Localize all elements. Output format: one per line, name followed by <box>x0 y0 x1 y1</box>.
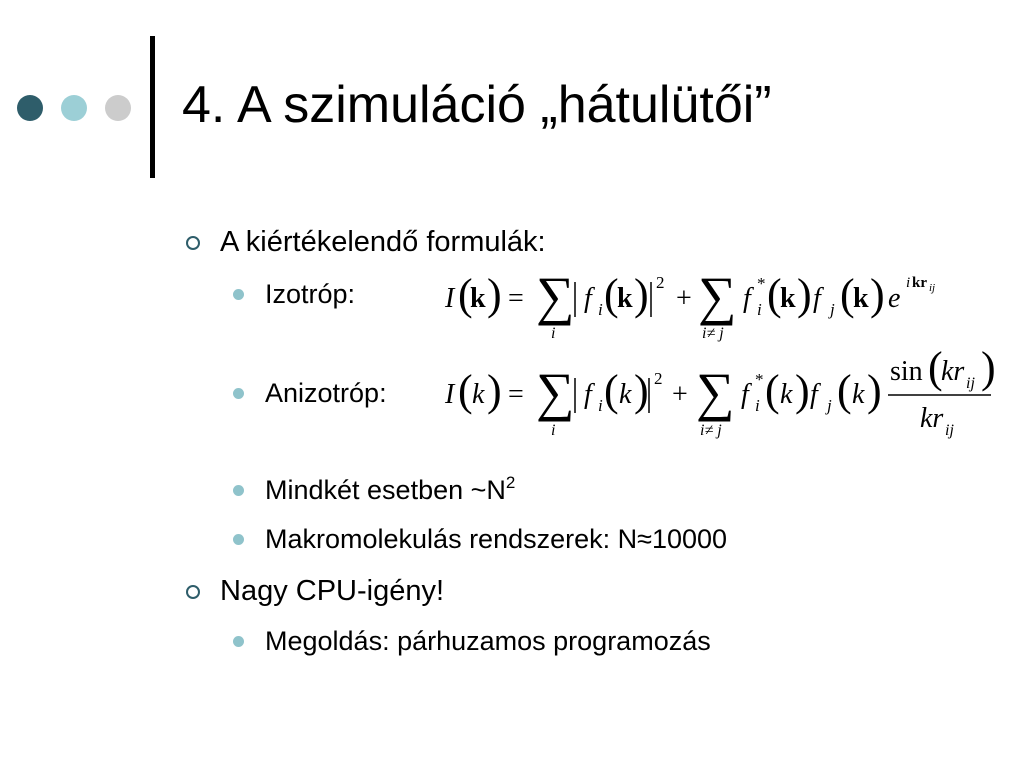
formula-k: k <box>619 379 632 410</box>
exp: ij <box>929 282 936 294</box>
denom-kr: kr <box>920 403 944 434</box>
sum-sub: i <box>551 325 556 342</box>
formula-f: f <box>743 283 751 314</box>
sup: 2 <box>656 273 665 292</box>
sup: * <box>757 274 766 293</box>
item-anizotrop: Anizotróp: <box>265 378 387 408</box>
item-cpu: Nagy CPU-igény! <box>220 575 445 607</box>
formula-plus: + <box>676 283 692 314</box>
item-formulas: A kiértékelendő formulák: <box>220 226 546 258</box>
formula-i-symbol: I <box>445 379 455 410</box>
paren: ( <box>765 366 780 415</box>
decor-dot-teal <box>61 95 87 121</box>
formula-f: f <box>584 379 592 410</box>
mindket-sup: 2 <box>505 473 516 492</box>
sup: * <box>755 370 764 389</box>
bullet-dot-icon <box>233 289 244 300</box>
sum-icon: ∑ <box>698 266 737 326</box>
formula-i-symbol: I <box>445 283 455 314</box>
decor-dot-grey <box>105 95 131 121</box>
item-megoldas: Megoldás: párhuzamos programozás <box>265 626 711 656</box>
paren: ) <box>487 366 502 415</box>
formula-f: f <box>813 283 821 314</box>
sub: ij <box>966 375 975 392</box>
formula-f: f <box>741 379 749 410</box>
exp: kr <box>912 275 927 291</box>
bullet-dot-icon <box>233 388 244 399</box>
sum-sub: i≠ j <box>700 422 722 439</box>
formula-eq: = <box>508 379 524 410</box>
formula-k: k <box>617 283 633 314</box>
bullet-dot-icon <box>233 534 244 545</box>
slide-title: 4. A szimuláció „hátulütői” <box>182 76 772 134</box>
formula-k: k <box>470 283 486 314</box>
numer-kr: kr <box>941 356 965 387</box>
sum-icon: ∑ <box>536 362 575 422</box>
paren: ( <box>604 366 619 415</box>
sum-icon: ∑ <box>696 362 735 422</box>
sup: 2 <box>654 369 663 388</box>
paren: ( <box>767 270 782 319</box>
bullet-hollow-icon <box>186 236 200 250</box>
sum-icon: ∑ <box>536 266 575 326</box>
paren: ) <box>981 343 996 392</box>
bullet-dot-icon <box>233 485 244 496</box>
formula-k: k <box>780 379 793 410</box>
sum-sub: i≠ j <box>702 325 724 342</box>
formula-k: k <box>853 283 869 314</box>
item-mindket <box>265 473 515 507</box>
paren: ) <box>795 366 810 415</box>
paren: ) <box>487 270 502 319</box>
formula-anizotrop <box>440 340 1000 450</box>
mindket-text: Mindkét esetben ~N <box>265 475 506 505</box>
paren: ) <box>634 366 649 415</box>
item-makro: Makromolekulás rendszerek: N≈10000 <box>265 524 728 554</box>
paren: ( <box>840 270 855 319</box>
paren: ( <box>458 366 473 415</box>
decor-dot-dark <box>17 95 43 121</box>
sub: i <box>598 396 603 415</box>
formula-f: f <box>810 379 818 410</box>
paren: ) <box>870 270 885 319</box>
sub: j <box>830 300 835 319</box>
paren: ( <box>604 270 619 319</box>
paren: ) <box>867 366 882 415</box>
formula-eq: = <box>508 283 524 314</box>
sub: j <box>827 396 832 415</box>
item-izotrop: Izotróp: <box>265 279 356 309</box>
formula-izotrop <box>440 262 960 348</box>
formula-k: k <box>780 283 796 314</box>
bullet-dot-icon <box>233 636 244 647</box>
paren: ) <box>634 270 649 319</box>
formula-k: k <box>472 379 485 410</box>
sum-sub: i <box>551 422 556 439</box>
sub: i <box>755 396 760 415</box>
paren: ( <box>928 343 943 392</box>
bullet-hollow-icon <box>186 585 200 599</box>
formula-f: f <box>584 283 592 314</box>
title-divider <box>150 36 155 178</box>
paren: ( <box>837 366 852 415</box>
sub: i <box>757 300 762 319</box>
formula-k: k <box>852 379 865 410</box>
paren: ) <box>797 270 812 319</box>
exp: i <box>906 275 911 291</box>
formula-plus: + <box>672 379 688 410</box>
sin-text: sin <box>890 356 923 387</box>
sub: i <box>598 300 603 319</box>
sub: ij <box>945 422 954 439</box>
formula-e: e <box>888 283 901 314</box>
paren: ( <box>458 270 473 319</box>
